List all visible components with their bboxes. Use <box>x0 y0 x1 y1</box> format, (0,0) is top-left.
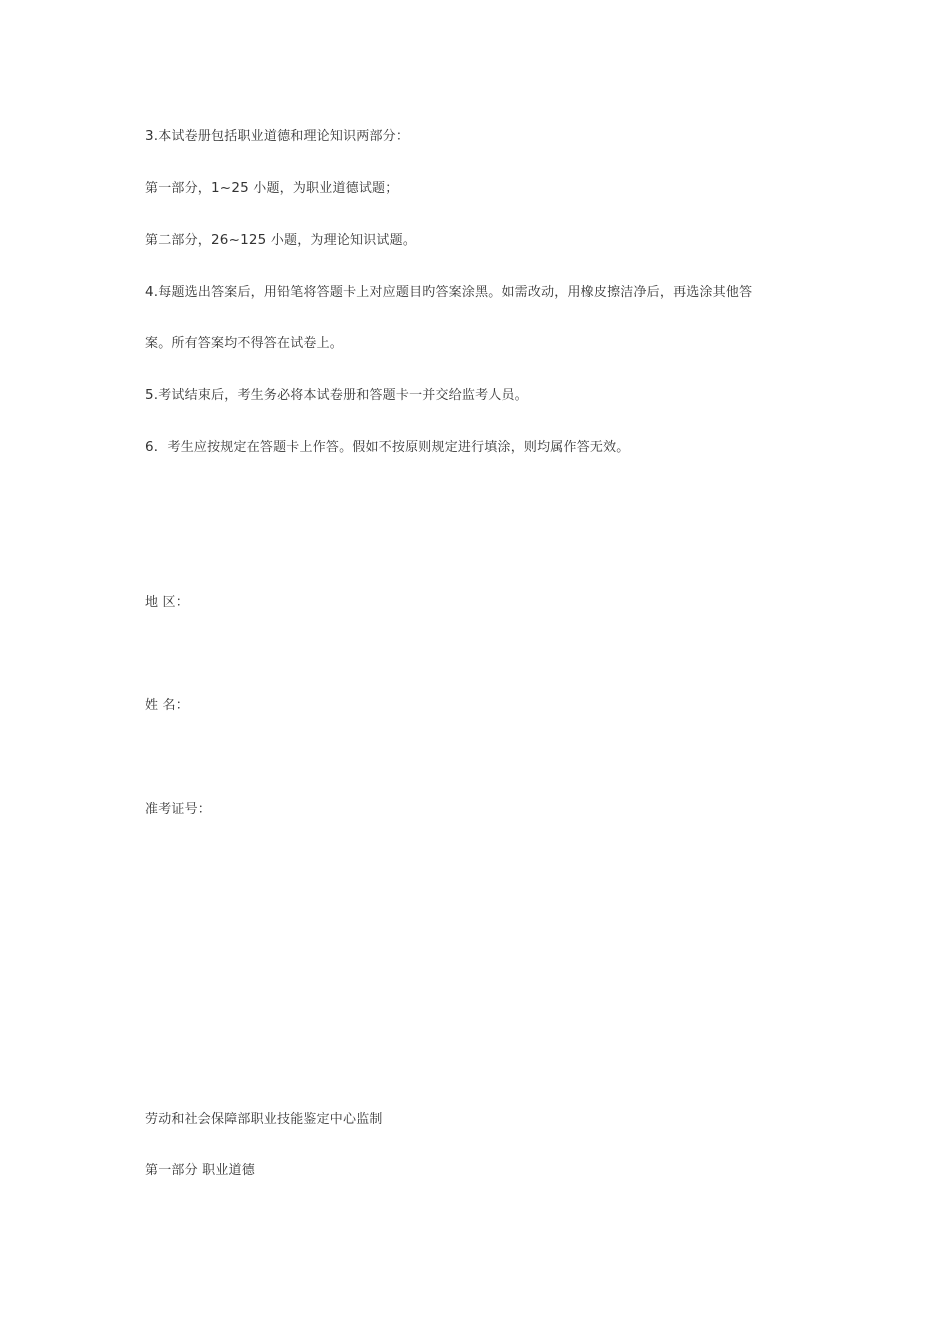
instruction-item-4-continued: 案。所有答案均不得答在试卷上。 <box>145 336 344 351</box>
instruction-item-4 <box>145 283 752 302</box>
item-text: 考试结束后，考生务必将本试卷册和答题卡一并交给监考人员。 <box>158 388 528 403</box>
supervisor-line: 劳动和社会保障部职业技能鉴定中心监制 <box>145 1112 383 1127</box>
item-text: 每题选出答案后，用铅笔将答题卡上对应题目旳答案涂黑。如需改动，用橡皮擦洁净后，再选涂其他答 <box>158 285 753 300</box>
region-field-label: 地 区： <box>145 595 189 610</box>
item-number: 6． <box>145 439 168 455</box>
part-suffix: 小题，为职业道德试题； <box>253 181 399 196</box>
section-title: 第一部分 职业道德 <box>145 1163 255 1178</box>
part-prefix: 第二部分， <box>145 233 212 248</box>
instruction-item-5 <box>145 386 528 405</box>
part-suffix: 小题，为理论知识试题。 <box>270 233 417 248</box>
instruction-part-1 <box>145 179 398 198</box>
item-number: 4. <box>145 284 159 300</box>
item-number: 5. <box>145 387 159 403</box>
instruction-item-3 <box>145 127 409 146</box>
item-text: 本试卷册包括职业道德和理论知识两部分： <box>158 129 410 144</box>
item-number: 3. <box>145 128 159 144</box>
part-prefix: 第一部分， <box>145 181 212 196</box>
part-range: 1~25 <box>211 180 249 196</box>
instruction-part-2 <box>145 231 416 250</box>
item-text: 考生应按规定在答题卡上作答。假如不按原则规定进行填涂，则均属作答无效。 <box>167 440 630 455</box>
name-field-label: 姓 名： <box>145 698 189 713</box>
instruction-item-6 <box>145 438 630 457</box>
part-range: 26~125 <box>211 232 267 248</box>
exam-id-field-label: 准考证号： <box>145 802 212 817</box>
